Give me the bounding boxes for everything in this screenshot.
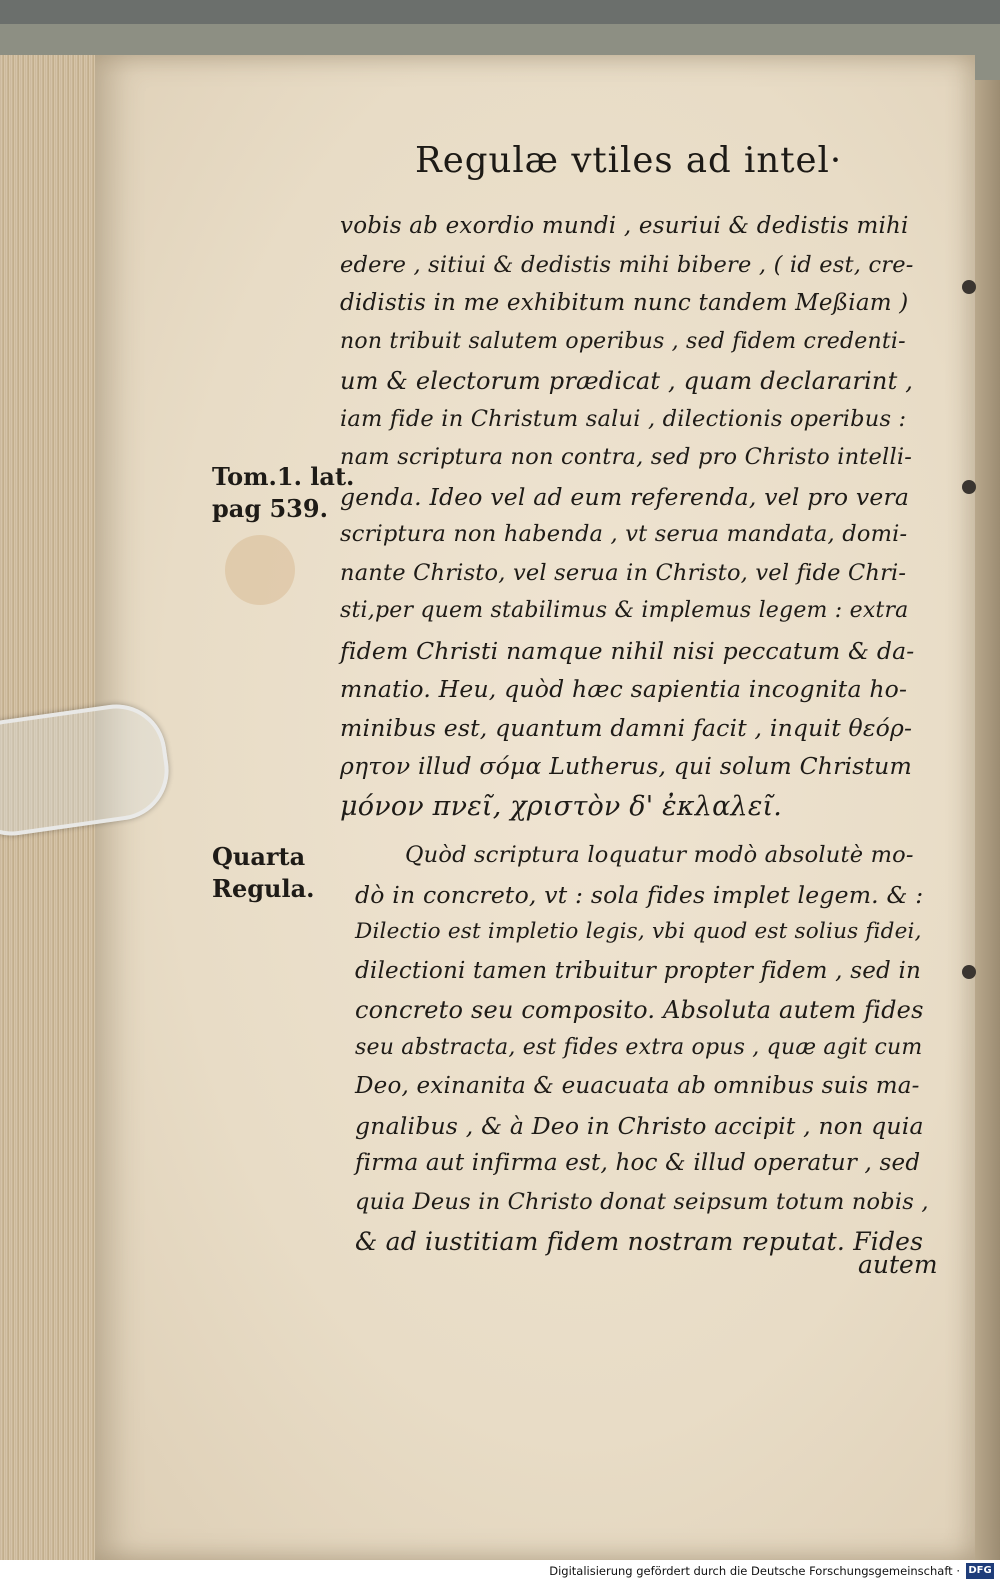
paper-stain	[225, 535, 295, 605]
margin-note-tom: Tom.1. lat.	[212, 462, 355, 491]
text-line: quia Deus in Christo donat seipsum totum nobis ,	[355, 1189, 929, 1215]
text-line: didistis in me exhibitum nunc tandem Meßiam )	[340, 290, 909, 316]
running-header: Regulæ vtiles ad intel·	[415, 140, 843, 181]
text-line: dilectioni tamen tribuitur propter fidem , sed in	[355, 958, 922, 984]
text-line: μόνον πνεῖ, χριστὸν δ' ἐκλαλεῖ.	[340, 791, 783, 822]
text-line: Quòd scriptura loquatur modò absolutè mo-	[405, 842, 914, 868]
text-line: sti,per quem stabilimus & implemus legem : extra	[340, 598, 909, 623]
text-line: mnatio. Heu, quòd hæc sapientia incognita ho-	[340, 675, 908, 703]
text-line: scriptura non habenda , vt serua mandata, domi-	[340, 521, 908, 547]
text-line: gnalibus , & à Deo in Christo accipit , non quia	[355, 1112, 924, 1140]
text-line: fidem Christi namque nihil nisi peccatum & da-	[340, 637, 915, 665]
margin-note-pag: pag 539.	[212, 494, 328, 523]
text-line: ρητον illud σόμα Lutherus, qui solum Christum	[340, 752, 912, 780]
text-line: seu abstracta, est fides extra opus , quæ agit cum	[355, 1035, 923, 1060]
text-line: nam scriptura non contra, sed pro Christo intelli-	[340, 444, 913, 470]
binding-hole	[962, 480, 976, 494]
text-line: dò in concreto, vt : sola fides implet legem. & :	[355, 881, 924, 909]
text-line: non tribuit salutem operibus , sed fidem credenti-	[340, 329, 906, 354]
text-line: nante Christo, vel serua in Christo, vel fide Chri-	[340, 560, 907, 586]
text-line: Deo, exinanita & euacuata ab omnibus suis ma-	[355, 1073, 920, 1099]
text-line: Dilectio est impletio legis, vbi quod est solius fidei,	[355, 919, 922, 944]
text-line: minibus est, quantum damni facit , inquit θεόρ-	[340, 714, 913, 742]
text-line: & ad iustitiam fidem nostram reputat. Fides	[355, 1227, 924, 1256]
footer-bar	[0, 1560, 1000, 1587]
funding-credit: Digitalisierung gefördert durch die Deutsche Forschungsgemeinschaft ·	[549, 1564, 960, 1578]
text-line: genda. Ideo vel ad eum referenda, vel pro vera	[340, 483, 910, 511]
text-line: edere , sitiui & dedistis mihi bibere , ( id est, cre-	[340, 252, 914, 278]
binding-hole	[962, 965, 976, 979]
margin-note-regula: Regula.	[212, 874, 315, 903]
text-line: um & electorum prædicat , quam declararint ,	[340, 367, 914, 395]
text-line: concreto seu composito. Absoluta autem fides	[355, 996, 924, 1024]
dfg-logo: DFG	[966, 1563, 994, 1579]
text-line: firma aut infirma est, hoc & illud operatur , sed	[355, 1150, 921, 1176]
binding-hole	[962, 280, 976, 294]
catchword: autem	[858, 1250, 938, 1279]
margin-note-quarta: Quarta	[212, 842, 306, 871]
text-line: iam fide in Christum salui , dilectionis operibus :	[340, 406, 907, 432]
text-line: vobis ab exordio mundi , esuriui & dedistis mihi	[340, 213, 909, 239]
